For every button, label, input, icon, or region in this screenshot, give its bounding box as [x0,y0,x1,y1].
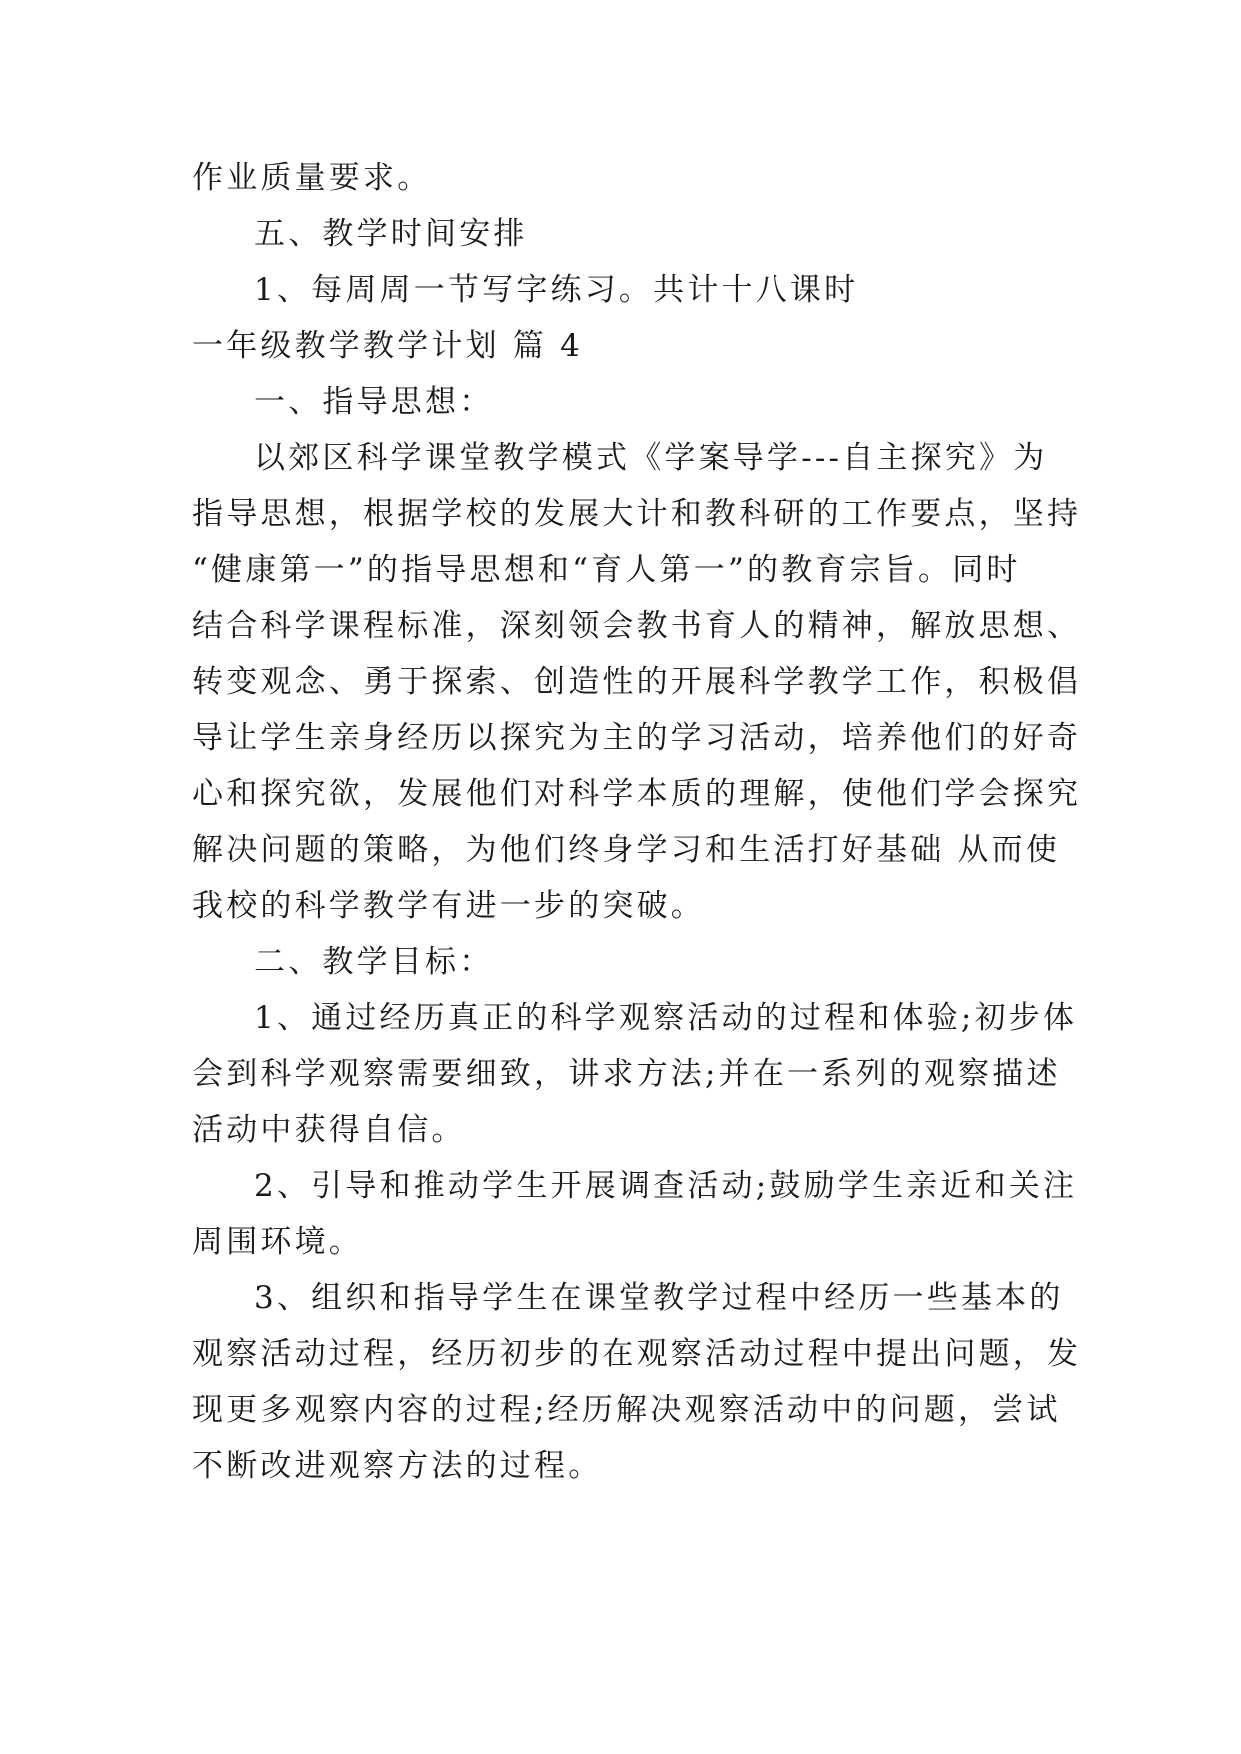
paragraph-line: 现更多观察内容的过程;经历解决观察活动中的问题，尝试 [192,1392,1061,1428]
paragraph-line: 转变观念、勇于探索、创造性的开展科学教学工作，积极倡 [192,664,1082,700]
paragraph-line: 作业质量要求。 [192,160,432,196]
paragraph-line: 不断改进观察方法的过程。 [192,1448,603,1484]
section-heading-time-schedule: 五、教学时间安排 [254,216,528,252]
paragraph-line: 以郊区科学课堂教学模式《学案导学---自主探究》为 [254,440,1048,476]
paragraph-line: 活动中获得自信。 [192,1112,466,1148]
paragraph-line: 1、通过经历真正的科学观察活动的过程和体验;初步体 [254,1000,1078,1036]
paragraph-line: 结合科学课程标准，深刻领会教书育人的精神，解放思想、 [192,608,1082,644]
paragraph-line: 导让学生亲身经历以探究为主的学习活动，培养他们的好奇 [192,720,1082,756]
section-heading-teaching-goals: 二、教学目标： [254,944,494,980]
paragraph-line: 观察活动过程，经历初步的在观察活动过程中提出问题，发 [192,1336,1082,1372]
paragraph-line: 2、引导和推动学生开展调查活动;鼓励学生亲近和关注 [254,1168,1078,1204]
paragraph-line: 心和探究欲，发展他们对科学本质的理解，使他们学会探究 [192,776,1082,812]
paragraph-line: “健康第一”的指导思想和“育人第一”的教育宗旨。同时 [192,552,1021,588]
paragraph-line: 我校的科学教学有进一步的突破。 [192,888,705,924]
paragraph-line: 3、组织和指导学生在课堂教学过程中经历一些基本的 [254,1280,1064,1316]
paragraph-line: 指导思想，根据学校的发展大计和教科研的工作要点，坚持 [192,496,1082,532]
section-heading-guiding-ideology: 一、指导思想： [254,384,494,420]
paragraph-line: 周围环境。 [192,1224,363,1260]
document-title: 一年级教学教学计划 篇 4 [192,328,584,364]
document-body [192,150,1082,1494]
paragraph-line: 1、每周周一节写字练习。共计十八课时 [254,272,859,308]
paragraph-line: 解决问题的策略，为他们终身学习和生活打好基础 从而使 [192,832,1061,868]
paragraph-line: 会到科学观察需要细致，讲求方法;并在一系列的观察描述 [192,1056,1061,1092]
